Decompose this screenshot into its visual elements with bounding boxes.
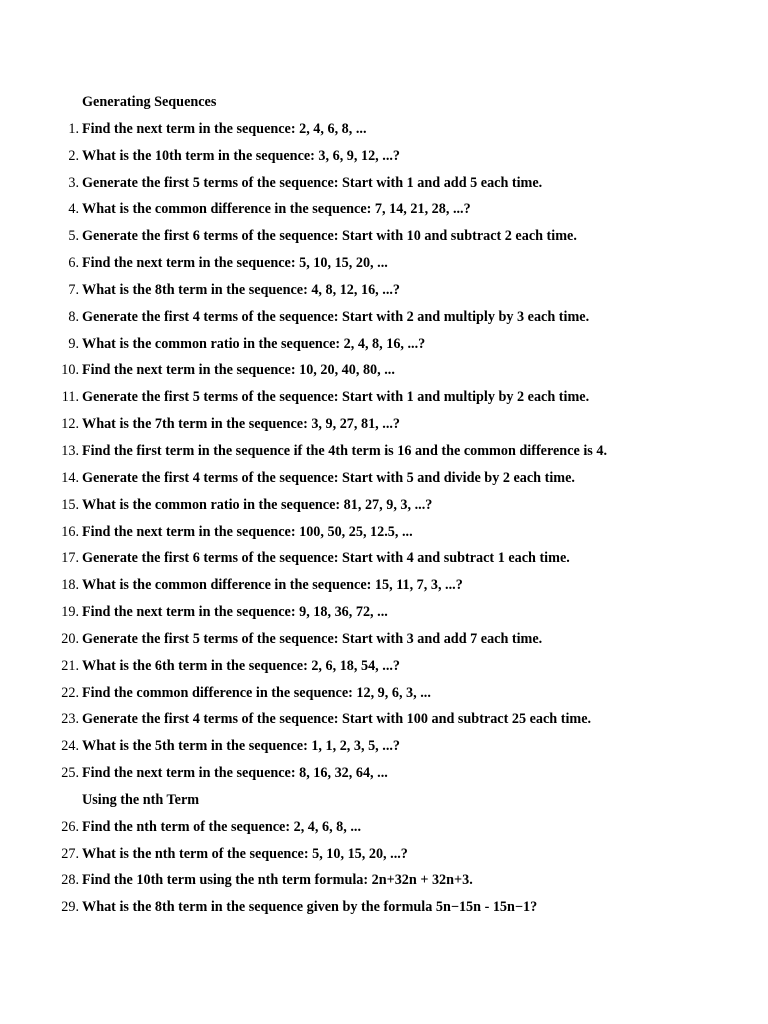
- question-number: 7.: [68, 281, 79, 298]
- question-item: [0, 306, 768, 333]
- question-item: [0, 467, 768, 494]
- question-item: [0, 279, 768, 306]
- question-number: 25.: [61, 765, 79, 782]
- question-item: [0, 574, 768, 601]
- question-text: Find the next term in the sequence: 9, 18, 36, 72, ...: [82, 604, 388, 621]
- question-item: [0, 682, 768, 709]
- question-number: 3.: [68, 174, 79, 191]
- question-number: 6.: [68, 255, 79, 272]
- question-number: 11.: [61, 389, 79, 406]
- question-text: What is the nth term of the sequence: 5, 10, 15, 20, ...?: [82, 845, 408, 862]
- question-item: [0, 655, 768, 682]
- question-text: What is the 6th term in the sequence: 2, 6, 18, 54, ...?: [82, 657, 401, 674]
- question-text: What is the common difference in the sequence: 15, 11, 7, 3, ...?: [82, 577, 463, 594]
- question-number: 9.: [68, 335, 79, 352]
- question-text: What is the 10th term in the sequence: 3, 6, 9, 12, ...?: [82, 147, 401, 164]
- question-number: 20.: [61, 630, 79, 647]
- question-text: What is the 5th term in the sequence: 1, 1, 2, 3, 5, ...?: [82, 738, 401, 755]
- question-number: 22.: [61, 684, 79, 701]
- question-text: Find the next term in the sequence: 5, 10, 15, 20, ...: [82, 255, 388, 272]
- question-item: [0, 198, 768, 225]
- question-text: What is the common ratio in the sequence: 81, 27, 9, 3, ...?: [82, 496, 433, 513]
- question-item: [0, 172, 768, 199]
- question-number: 12.: [61, 416, 79, 433]
- question-number: 15.: [61, 496, 79, 513]
- question-item: [0, 628, 768, 655]
- question-text: Generate the first 5 terms of the sequence: Start with 3 and add 7 each time.: [82, 630, 543, 647]
- question-item: [0, 762, 768, 789]
- question-item: [0, 708, 768, 735]
- question-number: 23.: [61, 711, 79, 728]
- section-heading: [0, 91, 768, 118]
- question-item: [0, 601, 768, 628]
- section-heading-text: Using the nth Term: [82, 791, 200, 808]
- question-text: Find the next term in the sequence: 100, 50, 25, 12.5, ...: [82, 523, 413, 540]
- question-number: 1.: [68, 120, 79, 137]
- question-number: 8.: [68, 308, 79, 325]
- question-text: What is the common difference in the sequence: 7, 14, 21, 28, ...?: [82, 201, 471, 218]
- question-number: 17.: [61, 550, 79, 567]
- question-text: Find the next term in the sequence: 10, 20, 40, 80, ...: [82, 362, 395, 379]
- question-text: What is the 8th term in the sequence: 4, 8, 12, 16, ...?: [82, 281, 401, 298]
- question-item: [0, 547, 768, 574]
- question-text: Generate the first 6 terms of the sequence: Start with 4 and subtract 1 each time.: [82, 550, 570, 567]
- question-number: 13.: [61, 442, 79, 459]
- question-item: [0, 440, 768, 467]
- question-text: Find the first term in the sequence if the 4th term is 16 and the common difference is 4.: [82, 442, 607, 459]
- question-number: 19.: [61, 604, 79, 621]
- question-item: [0, 494, 768, 521]
- question-item: [0, 816, 768, 843]
- document-content: [0, 91, 768, 923]
- question-item: [0, 252, 768, 279]
- question-item: [0, 869, 768, 896]
- question-text: What is the 7th term in the sequence: 3, 9, 27, 81, ...?: [82, 416, 401, 433]
- question-item: [0, 386, 768, 413]
- question-number: 27.: [61, 845, 79, 862]
- question-number: 5.: [68, 228, 79, 245]
- question-text: What is the common ratio in the sequence: 2, 4, 8, 16, ...?: [82, 335, 426, 352]
- question-number: 24.: [61, 738, 79, 755]
- question-number: 21.: [61, 657, 79, 674]
- question-number: 10.: [61, 362, 79, 379]
- question-text: Find the nth term of the sequence: 2, 4, 6, 8, ...: [82, 818, 361, 835]
- question-number: 2.: [68, 147, 79, 164]
- question-number: 18.: [61, 577, 79, 594]
- question-item: [0, 521, 768, 548]
- question-text: Find the next term in the sequence: 8, 16, 32, 64, ...: [82, 765, 388, 782]
- question-text: Generate the first 5 terms of the sequence: Start with 1 and add 5 each time.: [82, 174, 543, 191]
- question-number: 26.: [61, 818, 79, 835]
- question-item: [0, 359, 768, 386]
- question-text: Find the common difference in the sequence: 12, 9, 6, 3, ...: [82, 684, 431, 701]
- question-number: 4.: [68, 201, 79, 218]
- question-item: [0, 225, 768, 252]
- question-item: [0, 333, 768, 360]
- question-text: Generate the first 4 terms of the sequence: Start with 100 and subtract 25 each time.: [82, 711, 592, 728]
- section-heading: [0, 789, 768, 816]
- question-text: What is the 8th term in the sequence given by the formula 5n−15n - 15n−1?: [82, 899, 538, 916]
- question-item: [0, 413, 768, 440]
- question-number: 28.: [61, 872, 79, 889]
- question-text: Generate the first 6 terms of the sequence: Start with 10 and subtract 2 each time.: [82, 228, 577, 245]
- question-text: Generate the first 4 terms of the sequence: Start with 5 and divide by 2 each time.: [82, 469, 575, 486]
- question-item: [0, 843, 768, 870]
- question-text: Generate the first 5 terms of the sequence: Start with 1 and multiply by 2 each time.: [82, 389, 590, 406]
- question-number: 16.: [61, 523, 79, 540]
- question-number: 14.: [61, 469, 79, 486]
- question-text: Generate the first 4 terms of the sequence: Start with 2 and multiply by 3 each time.: [82, 308, 590, 325]
- question-item: [0, 896, 768, 923]
- question-item: [0, 145, 768, 172]
- section-heading-text: Generating Sequences: [82, 94, 217, 110]
- question-item: [0, 735, 768, 762]
- question-item: [0, 118, 768, 145]
- question-text: Find the next term in the sequence: 2, 4, 6, 8, ...: [82, 120, 367, 137]
- question-number: 29.: [61, 899, 79, 916]
- question-text: Find the 10th term using the nth term formula: 2n+32n + 32n+3.: [82, 872, 473, 889]
